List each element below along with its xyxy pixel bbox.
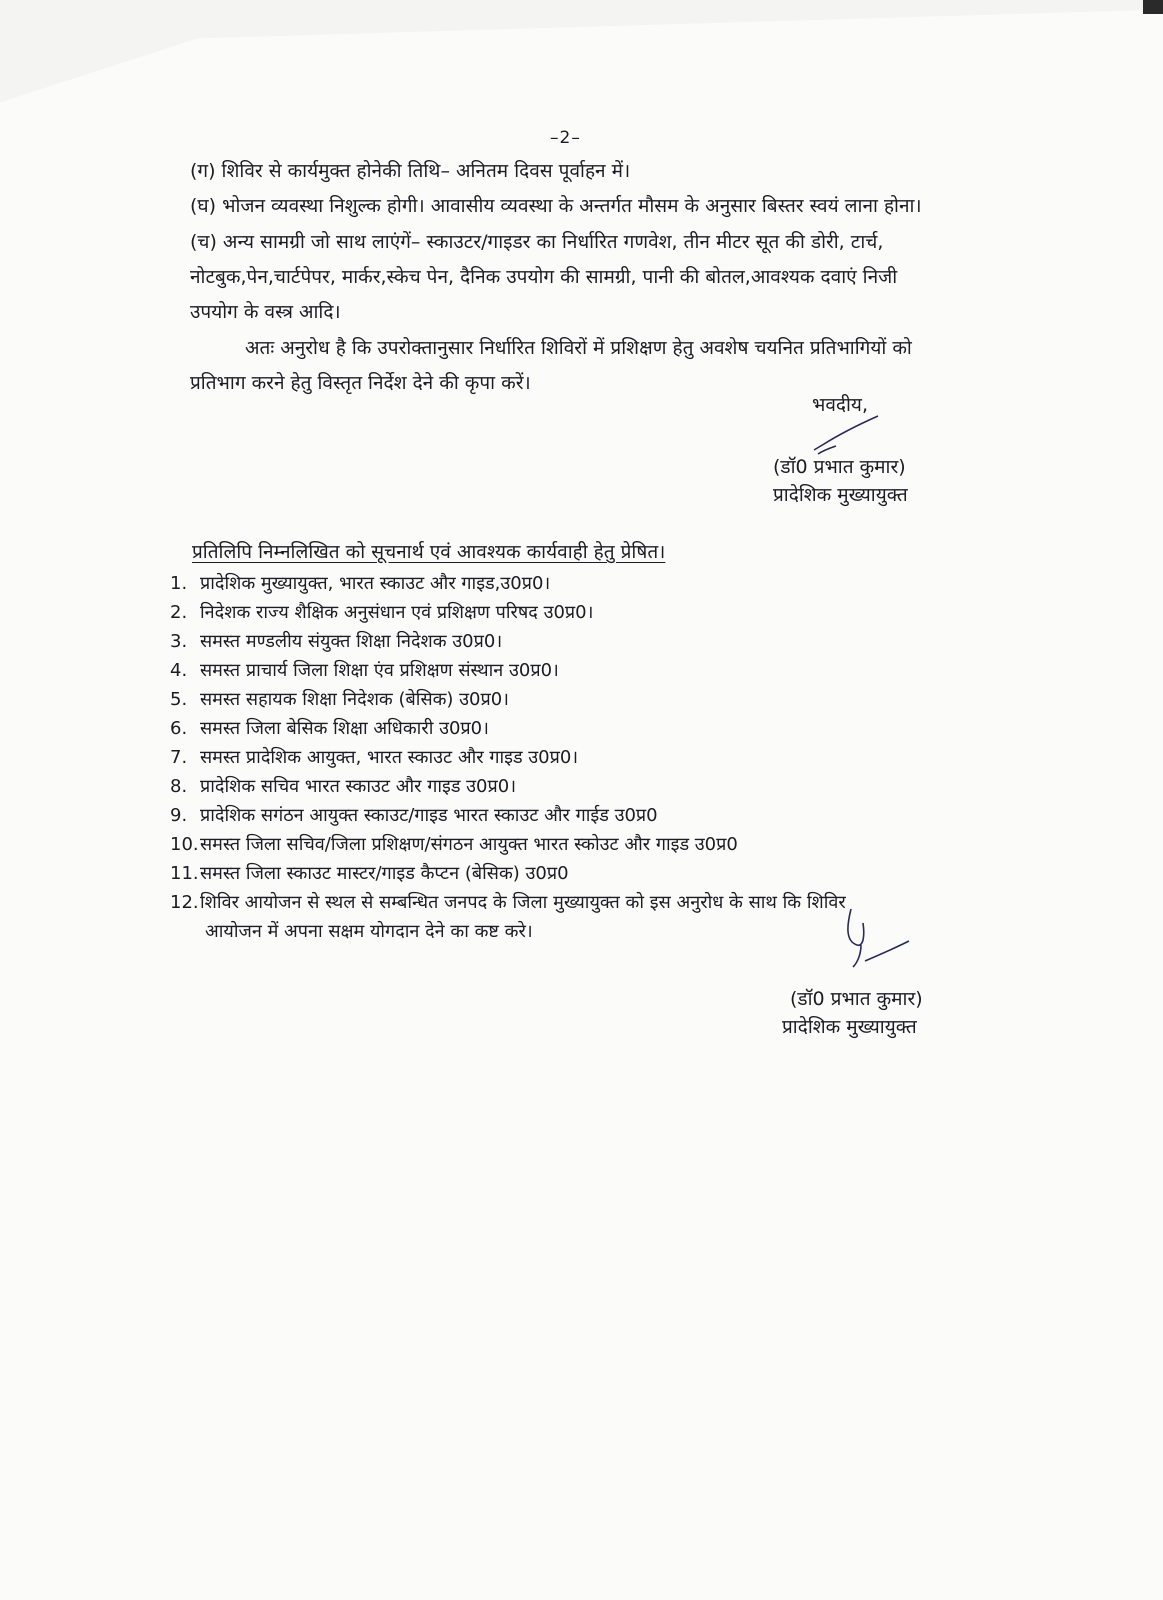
condition-line: (घ) भोजन व्यवस्था निशुल्क होगी। आवासीय व्यवस्था के अन्तर्गत मौसम के अनुसार बिस्तर स्वयं लाना होना। [190, 195, 922, 217]
signatory-1-name: (डॉ0 प्रभात कुमार) [773, 456, 906, 478]
salutation: भवदीय, [812, 394, 868, 416]
condition-line: (ग) शिविर से कार्यमुक्त होनेकी तिथि– अनितम दिवस पूर्वाहन में। [190, 160, 631, 182]
copy-heading: प्रतिलिपि निम्नलिखित को सूचनार्थ एवं आवश्यक कार्यवाही हेतु प्रेषित। [192, 541, 666, 563]
signatory-1-designation: प्रादेशिक मुख्यायुक्त [773, 484, 908, 506]
copy-list [170, 569, 846, 946]
list-item-continuation: आयोजन में अपना सक्षम योगदान देने का कष्ट करे। [205, 921, 533, 942]
condition-line: (च) अन्य सामग्री जो साथ लाएंगें– स्काउटर/गाइडर का निर्धारित गणवेश, तीन मीटर सूत की डोरी, टार्च, [190, 231, 884, 253]
request-line: प्रतिभाग करने हेतु विस्तृत निर्देश देने की कृपा करें। [190, 372, 531, 394]
list-item: 6. समस्त जिला बेसिक शिक्षा अधिकारी उ0प्र0। [170, 718, 489, 739]
list-item: 9. प्रादेशिक सगंठन आयुक्त स्काउट/गाइड भारत स्काउट और गाईड उ0प्र0 [170, 805, 658, 826]
list-item: 5. समस्त सहायक शिक्षा निदेशक (बेसिक) उ0प्र0। [170, 689, 510, 710]
list-item: 2. निदेशक राज्य शैक्षिक अनुसंधान एवं प्रशिक्षण परिषद उ0प्र0। [170, 602, 594, 623]
request-line: अतः अनुरोध है कि उपरोक्तानुसार निर्धारित शिविरों में प्रशिक्षण हेतु अवशेष चयनित प्रतिभागियों को [245, 337, 912, 359]
scan-edge [1143, 0, 1163, 14]
list-item: 4. समस्त प्राचार्य जिला शिक्षा एंव प्रशिक्षण संस्थान उ0प्र0। [170, 660, 559, 681]
signatory-2-name: (डॉ0 प्रभात कुमार) [790, 988, 923, 1010]
condition-line: उपयोग के वस्त्र आदि। [190, 301, 341, 323]
signature-2-icon [835, 905, 915, 975]
list-item: 12.शिविर आयोजन से स्थल से सम्बन्धित जनपद के जिला मुख्यायुक्त को इस अनुरोध के साथ कि शिविर [170, 892, 846, 913]
signature-1-icon [810, 410, 890, 460]
list-item: 3. समस्त मण्डलीय संयुक्त शिक्षा निदेशक उ0प्र0। [170, 631, 503, 652]
list-item: 8. प्रादेशिक सचिव भारत स्काउट और गाइड उ0प्र0। [170, 776, 517, 797]
list-item: 1. प्रादेशिक मुख्यायुक्त, भारत स्काउट और गाइड,उ0प्र0। [170, 573, 551, 594]
signatory-2-designation: प्रादेशिक मुख्यायुक्त [782, 1016, 917, 1038]
page-number: –2– [550, 128, 581, 148]
condition-line: नोटबुक,पेन,चार्टपेपर, मार्कर,स्केच पेन, दैनिक उपयोग की सामग्री, पानी की बोतल,आवश्यक दवाएं निजी [190, 266, 898, 288]
list-item: 11.समस्त जिला स्काउट मास्टर/गाइड कैप्टन (बेसिक) उ0प्र0 [170, 863, 569, 884]
list-item: 10.समस्त जिला सचिव/जिला प्रशिक्षण/संगठन आयुक्त भारत स्कोउट और गाइड उ0प्र0 [170, 834, 738, 855]
list-item: 7. समस्त प्रादेशिक आयुक्त, भारत स्काउट और गाइड उ0प्र0। [170, 747, 579, 768]
